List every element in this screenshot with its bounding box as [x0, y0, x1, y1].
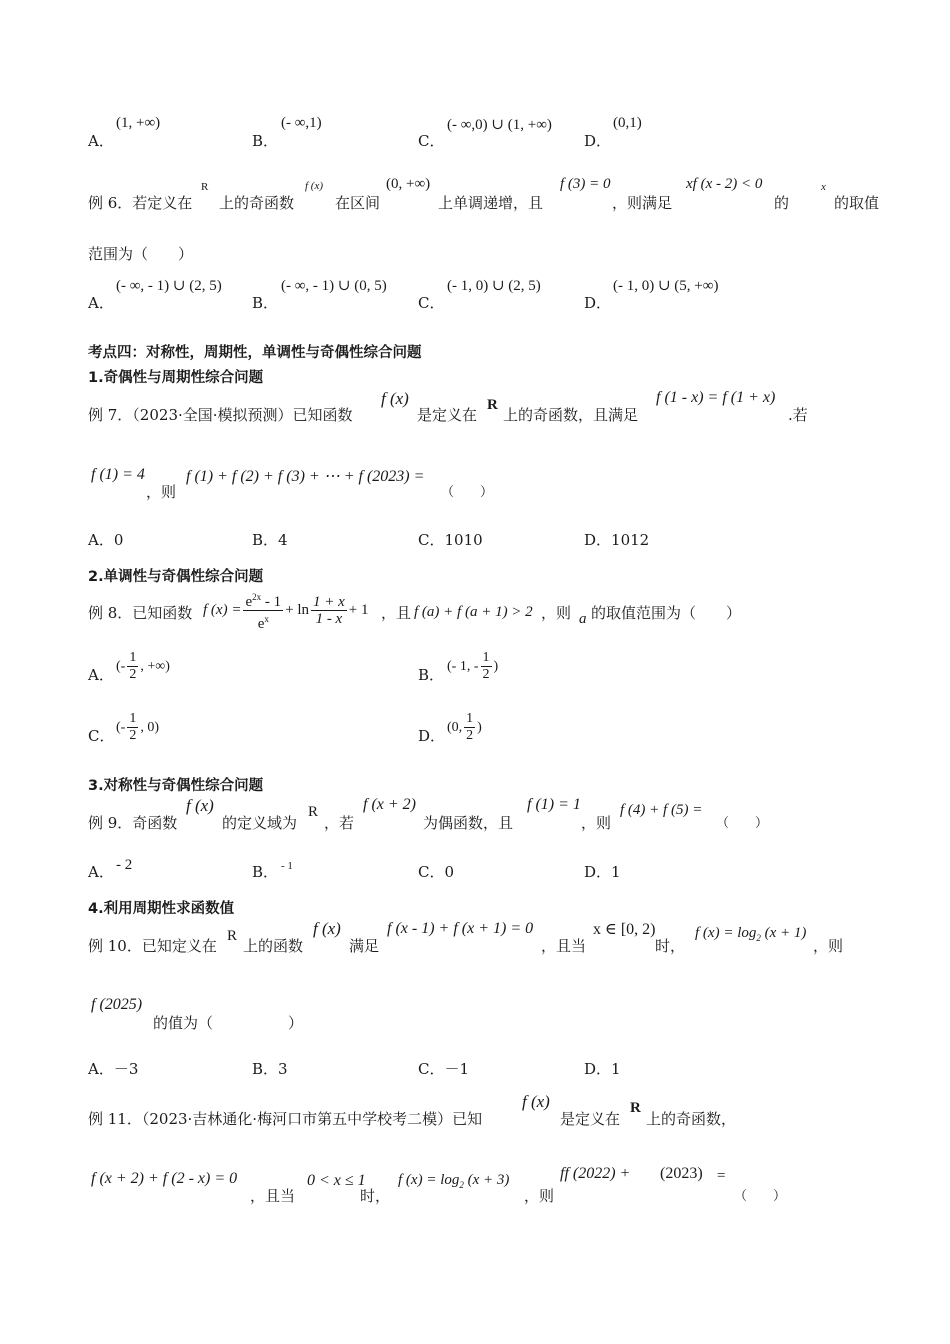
ex6-text-5: ，则满足	[612, 194, 673, 212]
subsection-1-title: 1.奇偶性与周期性综合问题	[88, 370, 264, 386]
ex8-frac1-den: e	[257, 615, 265, 632]
ex8-inequality: f (a) + f (a + 1) > 2	[414, 604, 533, 620]
ex9-text-1: 例 9．奇函数	[88, 814, 178, 832]
ex8-b-pre: (- 1, -	[447, 658, 479, 674]
ex11-def-sub: 2	[459, 1180, 464, 1190]
ex10-R: R	[227, 928, 238, 944]
ex8-frac2-den: 1 - x	[315, 610, 343, 627]
ex8-b-num: 1	[482, 650, 490, 665]
ex6-f3: f (3) = 0	[560, 176, 611, 192]
ex8-frac1-num-sup: 2x	[252, 591, 262, 602]
ex11-text-3: 上的奇函数，	[646, 1110, 737, 1128]
ex11-answer-paren: （ ）	[734, 1189, 787, 1204]
ex7-sum: f (1) + f (2) + f (3) + ⋯ + f (2023) =	[186, 468, 425, 485]
subsection-4-title: 4.利用周期性求函数值	[88, 901, 235, 917]
ex9-option-d: D．1	[584, 863, 621, 881]
q5-option-b: B．	[252, 132, 279, 150]
ex9-option-a: A．	[88, 863, 114, 881]
ex11-fx: f (x)	[522, 1092, 550, 1111]
ex9-option-c: C．0	[418, 863, 455, 881]
ex7-option-b: B．4	[252, 531, 288, 549]
ex6-text-2: 上的奇函数	[219, 194, 295, 212]
ex7-option-d: D．1012	[584, 531, 650, 549]
ex10-condition: f (x - 1) + f (x + 1) = 0	[387, 920, 534, 937]
ex8-text-3: ，则	[541, 604, 572, 622]
ex10-option-b: B．3	[252, 1060, 288, 1078]
ex7-condition: f (1 - x) = f (1 + x)	[656, 389, 776, 406]
ex8-a-num: 1	[129, 650, 137, 665]
ex9-fx-plus-2: f (x + 2)	[363, 796, 416, 813]
ex8-option-b-math	[447, 650, 498, 683]
ex8-option-c: C．	[88, 727, 115, 745]
ex7-given: f (1) = 4	[91, 466, 145, 483]
ex9-sum: f (4) + f (5) =	[620, 802, 703, 818]
ex7-answer-paren: （ ）	[441, 485, 494, 500]
ex7-option-a: A．0	[88, 531, 124, 549]
ex10-text-3: 满足	[349, 937, 380, 955]
section-4-title: 考点四：对称性，周期性，单调性与奇偶性综合问题	[88, 345, 422, 361]
ex10-def-sub: 2	[756, 933, 761, 943]
ex9-fx: f (x)	[186, 796, 214, 815]
q5-option-a-math: (1, +∞)	[116, 115, 161, 131]
ex8-frac1-num: e	[245, 593, 253, 610]
subsection-3-title: 3.对称性与奇偶性综合问题	[88, 778, 264, 794]
ex7-text-5: ，则	[146, 483, 177, 501]
ex8-option-b: B．	[418, 666, 445, 684]
ex6-inequality: xf (x - 2) < 0	[686, 176, 763, 192]
ex6-option-c: C．	[418, 294, 445, 312]
ex10-text-4: ，且当	[541, 937, 587, 955]
ex8-c-pre: (-	[116, 719, 126, 735]
ex9-option-b-math: - 1	[281, 860, 293, 872]
ex6-text-4: 上单调递增，且	[438, 194, 544, 212]
ex9-text-4: 为偶函数，且	[423, 814, 514, 832]
ex10-range: x ∈ [0, 2)	[593, 921, 656, 938]
ex7-fx: f (x)	[381, 389, 409, 408]
ex6-option-d: D．	[584, 294, 612, 312]
ex10-text-6: ，则	[813, 937, 844, 955]
ex8-fraction-2	[311, 594, 347, 627]
ex8-plus-one: + 1	[348, 601, 369, 618]
ex9-f1: f (1) = 1	[527, 796, 581, 813]
ex10-def-main: f (x) = log	[695, 925, 757, 941]
ex10-option-c: C．－1	[418, 1060, 470, 1078]
q5-option-a: A．	[88, 132, 114, 150]
ex11-R: R	[630, 1100, 641, 1116]
ex9-text-3: ，若	[324, 814, 355, 832]
ex8-d-pre: (0,	[447, 719, 463, 735]
ex8-option-c-math	[116, 711, 159, 744]
ex11-sum-part-2: (2023)	[660, 1165, 703, 1182]
ex7-text-4: .若	[788, 406, 808, 424]
ex6-option-a: A．	[88, 294, 114, 312]
ex8-text-2: ，且	[381, 604, 412, 622]
ex11-def-rest: (x + 3)	[463, 1172, 510, 1188]
ex6-option-b-math: (- ∞, - 1) ∪ (0, 5)	[281, 278, 387, 294]
ex11-text-2: 是定义在	[560, 1110, 621, 1128]
ex6-option-a-math: (- ∞, - 1) ∪ (2, 5)	[116, 278, 222, 294]
ex10-option-a: A．－3	[88, 1060, 139, 1078]
ex9-option-a-math: - 2	[116, 857, 133, 873]
ex7-option-c: C．1010	[418, 531, 483, 549]
ex8-frac2-num: 1 + x	[313, 593, 345, 610]
ex11-range: 0 < x ≤ 1	[307, 1172, 366, 1189]
subsection-2-title: 2.单调性与奇偶性综合问题	[88, 569, 264, 585]
q5-option-c-math: (- ∞,0) ∪ (1, +∞)	[447, 117, 552, 133]
ex11-definition	[398, 1172, 509, 1190]
ex11-text-6: ，则	[524, 1187, 555, 1205]
ex7-R: R	[487, 397, 498, 413]
ex8-a: a	[579, 611, 587, 627]
ex7-text-2: 是定义在	[417, 406, 478, 424]
ex11-text-5: 时，	[360, 1187, 391, 1205]
ex9-option-b: B．	[252, 863, 279, 881]
ex11-text-4: ，且当	[250, 1187, 296, 1205]
ex10-text-2: 上的函数	[243, 937, 304, 955]
q5-option-d: D．	[584, 132, 612, 150]
ex6-line-2: 范围为（ ）	[88, 245, 194, 263]
ex10-text-1: 例 10．已知定义在	[88, 937, 217, 955]
ex8-ln: + ln	[285, 601, 309, 618]
ex8-option-a: A．	[88, 666, 114, 684]
ex8-text-4: 的取值范围为（ ）	[591, 604, 742, 622]
ex6-option-c-math: (- 1, 0) ∪ (2, 5)	[447, 278, 541, 294]
ex10-definition	[695, 925, 806, 943]
ex10-fx: f (x)	[313, 919, 341, 938]
ex8-option-a-math	[116, 650, 170, 683]
ex8-a-post: , +∞)	[140, 658, 170, 674]
q5-option-b-math: (- ∞,1)	[281, 115, 322, 131]
ex7-text-3: 上的奇函数，且满足	[503, 406, 639, 424]
ex10-text-5: 时，	[655, 937, 686, 955]
ex8-b-den: 2	[482, 667, 490, 682]
ex10-def-rest: (x + 1)	[760, 925, 807, 941]
ex11-def-main: f (x) = log	[398, 1172, 460, 1188]
ex10-option-d: D．1	[584, 1060, 621, 1078]
ex10-target: f (2025)	[91, 996, 143, 1013]
ex8-b-post: )	[493, 658, 499, 674]
ex8-text-1: 例 8．已知函数	[88, 604, 193, 622]
ex8-fx-eq: f (x) =	[203, 601, 242, 618]
ex8-option-d-math	[447, 711, 482, 744]
ex6-text-6: 的	[774, 194, 790, 212]
ex8-c-den: 2	[129, 728, 137, 743]
ex11-condition: f (x + 2) + f (2 - x) = 0	[91, 1170, 238, 1187]
ex9-text-2: 的定义域为	[222, 814, 298, 832]
ex8-c-post: , 0)	[140, 719, 159, 735]
ex8-frac1-num-rest: - 1	[261, 593, 282, 610]
ex6-option-d-math: (- 1, 0) ∪ (5, +∞)	[613, 278, 719, 294]
ex10-text-7: 的值为（ ）	[153, 1014, 304, 1032]
ex8-d-num: 1	[466, 711, 474, 726]
ex9-R: R	[308, 804, 319, 820]
ex8-frac1-den-sup: x	[264, 613, 269, 624]
ex8-c-num: 1	[129, 711, 137, 726]
ex8-fraction-1	[243, 589, 283, 632]
ex6-x: x	[821, 181, 826, 193]
ex9-answer-paren: （ ）	[716, 816, 769, 831]
ex8-option-d: D．	[418, 727, 446, 745]
ex11-equals: =	[717, 1168, 726, 1184]
ex7-text-1: 例 7．（2023·全国·模拟预测）已知函数	[88, 406, 353, 424]
ex8-function-definition	[203, 588, 369, 632]
ex9-text-5: ，则	[581, 814, 612, 832]
ex8-d-post: )	[477, 719, 482, 735]
q5-option-c: C．	[418, 132, 445, 150]
ex6-text-1: 例 6．若定义在	[88, 194, 193, 212]
ex6-interval: (0, +∞)	[386, 176, 431, 192]
q5-option-d-math: (0,1)	[613, 115, 642, 131]
ex11-text-1: 例 11．（2023·吉林通化·梅河口市第五中学校考二模）已知	[88, 1110, 483, 1128]
ex8-d-den: 2	[466, 728, 474, 743]
ex6-fx: f (x)	[305, 180, 324, 192]
ex8-a-pre: (-	[116, 658, 126, 674]
ex8-a-den: 2	[129, 667, 137, 682]
ex6-R: R	[201, 181, 209, 193]
ex6-text-3: 在区间	[335, 194, 381, 212]
ex6-text-7: 的取值	[834, 194, 880, 212]
ex6-option-b: B．	[252, 294, 279, 312]
ex11-sum-part-1: ff (2022) +	[560, 1165, 631, 1182]
